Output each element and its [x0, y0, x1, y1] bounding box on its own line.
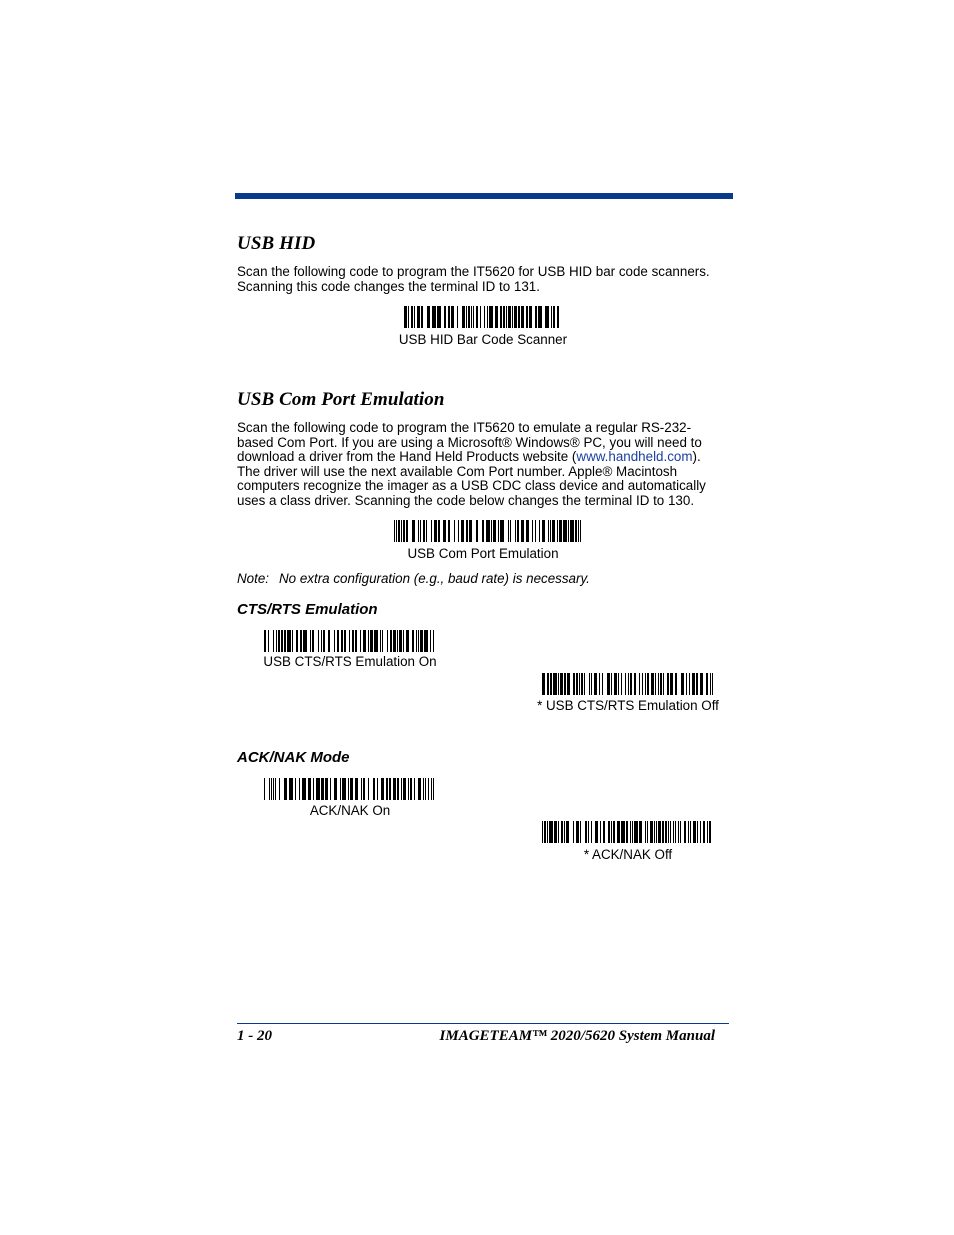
- cts-rts-off-label: * USB CTS/RTS Emulation Off: [537, 698, 719, 713]
- note-label: Note:: [237, 571, 270, 586]
- ack-nak-off-label: * ACK/NAK Off: [583, 847, 673, 862]
- cts-rts-on-label: USB CTS/RTS Emulation On: [263, 654, 437, 669]
- usb-hid-barcode[interactable]: [404, 306, 562, 328]
- usb-com-line-3a: download a driver from the Hand Held Products website (: [237, 449, 577, 465]
- usb-hid-barcode-label: USB HID Bar Code Scanner: [398, 332, 568, 347]
- footer-rule: [237, 1023, 729, 1024]
- usb-com-line-4: The driver will use the next available Com Port number. Apple® Macintosh: [237, 463, 678, 479]
- usb-com-line-1: Scan the following code to program the IT5620 to emulate a regular RS-232-: [237, 420, 692, 435]
- handheld-link[interactable]: www.handheld.com: [576, 449, 693, 465]
- usb-hid-heading: USB HID: [237, 233, 316, 254]
- note: [237, 571, 590, 586]
- usb-com-line-2: based Com Port. If you are using a Microsoft® Windows® PC, you will need to: [237, 434, 702, 450]
- note-text: No extra configuration (e.g., baud rate) is necessary.: [279, 571, 590, 586]
- ack-nak-heading: ACK/NAK Mode: [237, 749, 350, 766]
- usb-com-barcode-label: USB Com Port Emulation: [407, 546, 559, 561]
- page-number: 1 - 20: [237, 1028, 272, 1044]
- ack-nak-off-barcode[interactable]: [542, 821, 714, 843]
- ack-nak-on-label: ACK/NAK On: [309, 803, 391, 818]
- cts-rts-heading: CTS/RTS Emulation: [237, 601, 378, 618]
- usb-hid-line-2: Scanning this code changes the terminal ID to 131.: [237, 278, 540, 294]
- usb-com-line-3b: ).: [692, 449, 701, 465]
- usb-com-line-5: computers recognize the imager as a USB CDC class device and automatically: [237, 478, 706, 494]
- usb-hid-line-1: Scan the following code to program the IT5620 for USB HID bar code scanners.: [237, 264, 710, 279]
- usb-hid-description: [237, 265, 737, 294]
- usb-com-barcode[interactable]: [394, 520, 582, 542]
- usb-com-line-6: uses a class driver. Scanning the code below changes the terminal ID to 130.: [237, 492, 695, 508]
- cts-rts-off-barcode[interactable]: [542, 673, 714, 695]
- ack-nak-on-barcode[interactable]: [264, 778, 436, 800]
- manual-title: IMAGETEAM™ 2020/5620 System Manual: [439, 1028, 715, 1044]
- header-rule: [235, 193, 733, 199]
- cts-rts-on-barcode[interactable]: [264, 630, 436, 652]
- usb-com-heading: USB Com Port Emulation: [237, 389, 445, 410]
- usb-com-description: [237, 421, 737, 509]
